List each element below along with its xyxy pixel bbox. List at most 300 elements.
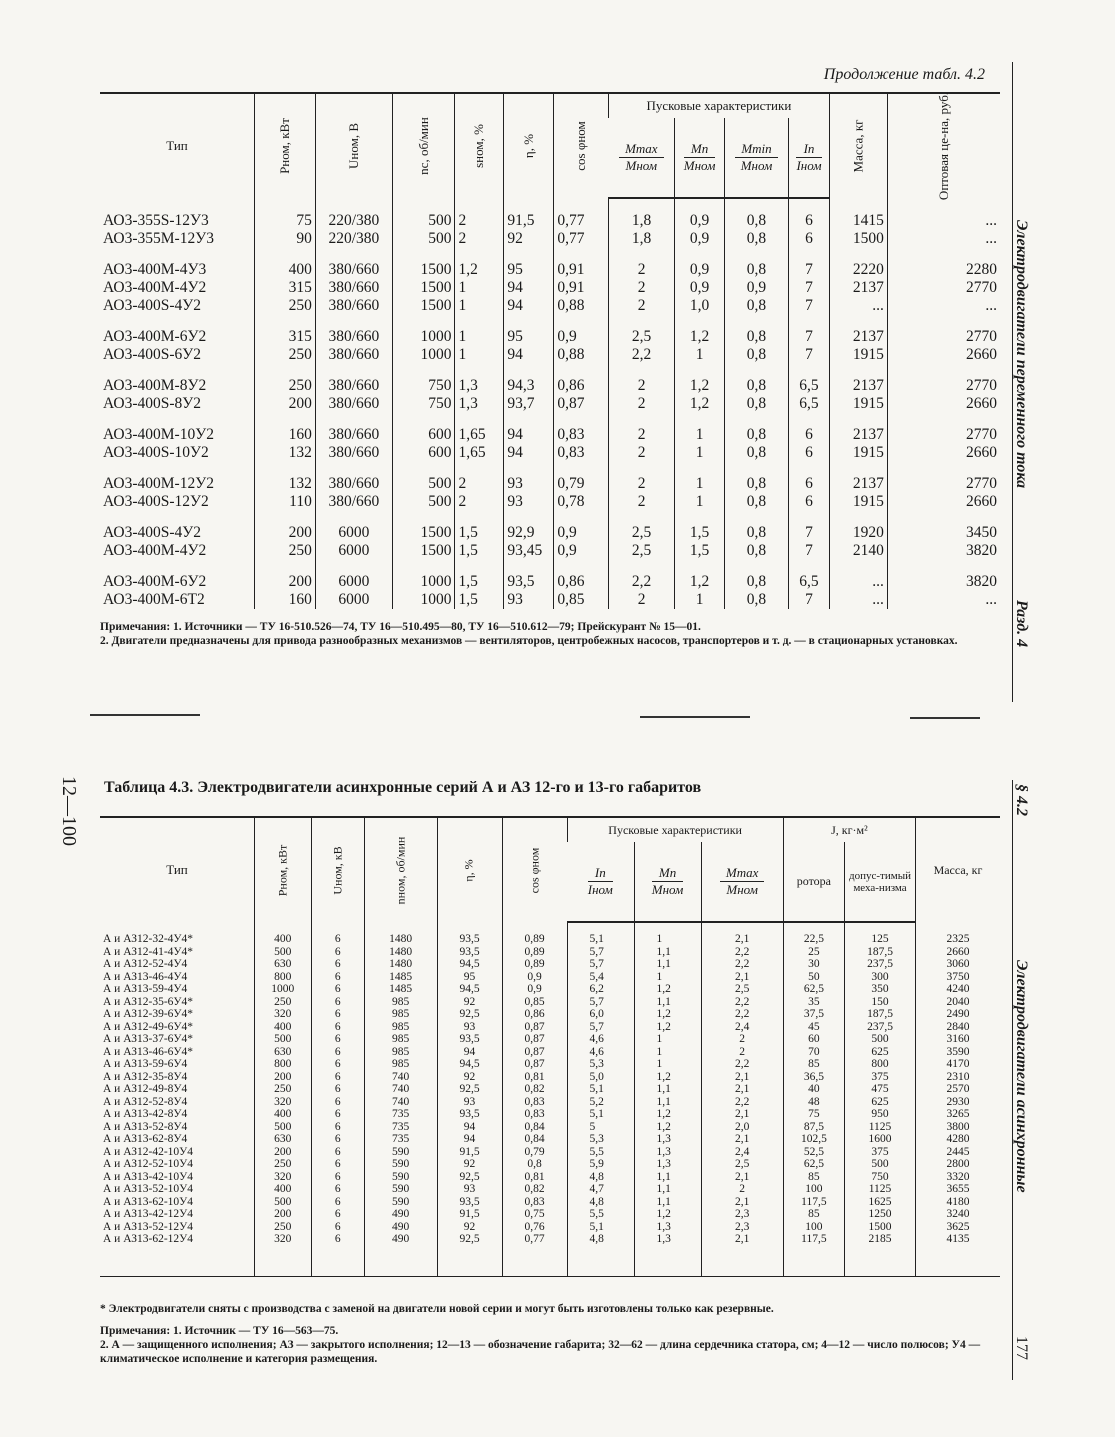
table-cell: 2660 <box>887 493 1000 511</box>
table-cell: 1915 <box>829 395 887 413</box>
spacer-cell <box>455 198 504 212</box>
table-cell: 93,5 <box>437 1033 502 1046</box>
table-cell: 400 <box>255 1183 312 1196</box>
table-cell: 2,4 <box>701 1146 783 1159</box>
spacer-cell <box>554 511 609 524</box>
spacer-cell <box>255 198 316 212</box>
table-cell: 102,5 <box>783 1133 844 1146</box>
table-cell: 4240 <box>916 983 1001 996</box>
table-cell: 7 <box>789 279 830 297</box>
table-row <box>100 1108 1000 1121</box>
table-cell: 350 <box>845 983 916 996</box>
sheet-number: 12—100 <box>58 776 80 846</box>
table-cell: 500 <box>392 475 455 493</box>
table-cell: 3265 <box>916 1108 1001 1121</box>
spacer-cell <box>437 922 502 933</box>
table-cell: 3625 <box>916 1221 1001 1234</box>
table-cell: 0,8 <box>724 297 788 315</box>
table-cell: АО3-400S-4У2 <box>103 297 202 314</box>
table-cell: 94,5 <box>437 1058 502 1071</box>
table-cell: 2 <box>455 230 504 248</box>
table-row <box>100 1083 1000 1096</box>
col-mmin: $\frac{Mmin}{\text{Mном}}$ <box>724 118 788 198</box>
spacer-cell <box>789 248 830 261</box>
table-row <box>100 346 1000 364</box>
table-cell: А и АЗ12-35-8У4 <box>103 1070 188 1083</box>
side-title-bottom: Электродвигатели асинхронные <box>1013 960 1030 1193</box>
table-4-2-body <box>100 198 1000 609</box>
table-cell: 94 <box>504 279 554 297</box>
table-cell: 985 <box>364 1033 437 1046</box>
table-cell: 5,1 <box>567 933 634 946</box>
spacer-cell <box>455 364 504 377</box>
table-cell: 475 <box>845 1083 916 1096</box>
table-cell: А и АЗ13-52-10У4 <box>103 1183 194 1195</box>
table-cell: 800 <box>255 1058 312 1071</box>
spacer-cell <box>100 413 255 426</box>
table-cell: 5,7 <box>567 1021 634 1034</box>
table-cell: А и АЗ12-52-4У4 <box>103 958 188 970</box>
table-cell: 1,8 <box>608 230 674 248</box>
spacer-cell <box>502 922 567 933</box>
table-cell: 6,5 <box>789 573 830 591</box>
table-cell: 0,9 <box>502 971 567 984</box>
table-cell: АО3-400М-6У2 <box>103 573 207 590</box>
table-cell: 1,5 <box>675 524 725 542</box>
table-cell: 0,84 <box>502 1133 567 1146</box>
table-cell: А и АЗ13-62-8У4 <box>103 1133 188 1145</box>
table-row <box>100 958 1000 971</box>
table-cell: 0,8 <box>724 346 788 364</box>
spacer-cell <box>829 315 887 328</box>
table-cell: 1500 <box>845 1221 916 1234</box>
table-row <box>100 983 1000 996</box>
table-cell: А и АЗ12-49-8У4 <box>103 1083 188 1095</box>
table-cell: 1915 <box>829 493 887 511</box>
table-cell: 94,3 <box>504 377 554 395</box>
spacer-cell <box>608 462 674 475</box>
table-cell: 250 <box>255 1158 312 1171</box>
table-cell: 2570 <box>916 1083 1001 1096</box>
table-cell: АО3-400М-6У2 <box>103 328 207 345</box>
table-cell: 1 <box>675 346 725 364</box>
col-group-j: J, кг·м² <box>783 817 915 842</box>
spacer-cell <box>554 413 609 426</box>
table-cell: 3450 <box>887 524 1000 542</box>
table-cell: 5,7 <box>567 958 634 971</box>
spacer-cell <box>311 922 364 933</box>
table-cell: 3820 <box>887 573 1000 591</box>
table-cell: А и АЗ13-59-6У4 <box>103 1058 188 1070</box>
table-cell: 490 <box>364 1208 437 1221</box>
table-row <box>100 933 1000 946</box>
spacer-cell <box>504 413 554 426</box>
spacer-cell <box>315 315 392 328</box>
spacer-cell <box>100 364 255 377</box>
table-cell: 1,3 <box>634 1146 701 1159</box>
table-cell: 94,5 <box>437 983 502 996</box>
table-cell: 0,77 <box>554 212 609 230</box>
table-cell: 93 <box>504 493 554 511</box>
table-cell: 0,83 <box>554 426 609 444</box>
col-mmax: $\frac{Mmax}{\text{Mном}}$ <box>701 842 783 922</box>
spacer-cell <box>392 462 455 475</box>
table-cell: 5,5 <box>567 1146 634 1159</box>
table-cell: А и АЗ12-32-4У4* <box>103 933 194 945</box>
table-cell: 36,5 <box>783 1071 844 1084</box>
table-cell: 4,6 <box>567 1033 634 1046</box>
table-row <box>100 1158 1000 1171</box>
table-cell: 2,1 <box>701 1233 783 1276</box>
table-cell: 6 <box>311 1183 364 1196</box>
spacer-cell <box>315 560 392 573</box>
table-cell: 380/660 <box>315 297 392 315</box>
col-efficiency: η, % <box>504 93 554 198</box>
table-cell: 6 <box>311 1083 364 1096</box>
table-row <box>100 996 1000 1009</box>
table-cell: 750 <box>392 377 455 395</box>
table-cell: 2,5 <box>608 542 674 560</box>
table-cell: 6 <box>311 1171 364 1184</box>
table-cell: 0,75 <box>502 1208 567 1221</box>
table-cell: 0,77 <box>502 1233 567 1276</box>
table-cell: 0,81 <box>502 1171 567 1184</box>
table-cell: 0,88 <box>554 297 609 315</box>
table-cell: 380/660 <box>315 279 392 297</box>
table-cell: 250 <box>255 377 316 395</box>
group-spacer <box>100 248 1000 261</box>
table-cell: 3160 <box>916 1033 1001 1046</box>
table-cell: 315 <box>255 279 316 297</box>
table-cell: 2770 <box>887 328 1000 346</box>
table-cell: 1 <box>675 475 725 493</box>
table-cell: 160 <box>255 426 316 444</box>
table-cell: 1,3 <box>634 1133 701 1146</box>
col-j-allowed: допус-тимый меха-низма <box>845 842 916 922</box>
table-cell: 6,5 <box>789 377 830 395</box>
spacer-cell <box>100 511 255 524</box>
table-cell: 2280 <box>887 261 1000 279</box>
continuation-label: Продолжение табл. 4.2 <box>823 66 985 83</box>
table-cell: 94 <box>437 1133 502 1146</box>
table-cell: 750 <box>392 395 455 413</box>
table-cell: 1415 <box>829 212 887 230</box>
table-cell: 0,87 <box>502 1033 567 1046</box>
spacer-cell <box>829 462 887 475</box>
table-cell: 1000 <box>392 591 455 609</box>
table-cell: 1,2 <box>634 1208 701 1221</box>
table-cell: 600 <box>392 444 455 462</box>
table-cell: 35 <box>783 996 844 1009</box>
table-cell: 70 <box>783 1046 844 1059</box>
table-cell: 200 <box>255 1071 312 1084</box>
table-cell: 1600 <box>845 1133 916 1146</box>
table-cell: 95 <box>504 261 554 279</box>
spacer-cell <box>255 462 316 475</box>
table-cell: 6 <box>311 933 364 946</box>
spacer-cell <box>608 198 674 212</box>
table-row <box>100 1171 1000 1184</box>
table-cell: 0,8 <box>724 542 788 560</box>
table-cell: 7 <box>789 297 830 315</box>
spacer-cell <box>364 922 437 933</box>
table-cell: 590 <box>364 1196 437 1209</box>
table-cell: 6000 <box>315 591 392 609</box>
table-cell: 2,1 <box>701 933 783 946</box>
spacer-cell <box>829 248 887 261</box>
spacer-cell <box>608 511 674 524</box>
table-cell: 0,9 <box>675 230 725 248</box>
table-cell: 0,8 <box>724 524 788 542</box>
table-cell: 0,9 <box>554 542 609 560</box>
col-ip: $\frac{Iп}{\text{Iном}}$ <box>567 842 634 922</box>
table-cell: 1,65 <box>455 444 504 462</box>
table-cell: 4170 <box>916 1058 1001 1071</box>
table-cell: 92 <box>437 1221 502 1234</box>
table-cell: 0,88 <box>554 346 609 364</box>
table-row <box>100 426 1000 444</box>
group-spacer <box>100 315 1000 328</box>
table-cell: 6 <box>311 1033 364 1046</box>
table-cell: 40 <box>783 1083 844 1096</box>
table-cell: 2660 <box>887 444 1000 462</box>
table-cell: 500 <box>255 1121 312 1134</box>
table-cell: 2,1 <box>701 971 783 984</box>
table-cell: 93,5 <box>437 1108 502 1121</box>
table-cell: 7 <box>789 328 830 346</box>
table-cell: 2,2 <box>701 1008 783 1021</box>
group-spacer <box>100 413 1000 426</box>
spacer-cell <box>315 511 392 524</box>
table-cell: 6 <box>311 1096 364 1109</box>
table-cell: 2,5 <box>608 328 674 346</box>
col-efficiency: η, % <box>437 817 502 922</box>
table-cell: 250 <box>255 996 312 1009</box>
table-cell: 2 <box>608 261 674 279</box>
table-cell: 2,3 <box>701 1221 783 1234</box>
table-cell: 2137 <box>829 328 887 346</box>
table-cell: 6000 <box>315 542 392 560</box>
spacer-cell <box>504 560 554 573</box>
table-cell: АО3-400S-10У2 <box>103 444 209 461</box>
table-cell: 7 <box>789 346 830 364</box>
spacer-cell <box>455 248 504 261</box>
col-type: Тип <box>100 817 255 922</box>
table-cell: 1500 <box>392 542 455 560</box>
spacer-cell <box>789 462 830 475</box>
table-cell: АО3-400S-6У2 <box>103 346 202 363</box>
table-cell: 735 <box>364 1121 437 1134</box>
table-row <box>100 377 1000 395</box>
table-cell: 6 <box>311 1058 364 1071</box>
table-cell: 0,9 <box>675 261 725 279</box>
table-cell: 0,84 <box>502 1121 567 1134</box>
table-row <box>100 279 1000 297</box>
table-cell: 3590 <box>916 1046 1001 1059</box>
table-cell: 590 <box>364 1183 437 1196</box>
table-cell: 94 <box>504 346 554 364</box>
table-cell: 91,5 <box>437 1146 502 1159</box>
table-cell: 2,1 <box>701 1083 783 1096</box>
table-cell: 237,5 <box>845 958 916 971</box>
table-cell: 590 <box>364 1158 437 1171</box>
table-cell: 2,2 <box>701 1096 783 1109</box>
table-row <box>100 1221 1000 1234</box>
table-cell: 590 <box>364 1146 437 1159</box>
table-cell: 0,79 <box>554 475 609 493</box>
table-cell: 6 <box>311 1208 364 1221</box>
table-cell: 6 <box>311 946 364 959</box>
table-cell: 1 <box>455 279 504 297</box>
spacer-cell <box>100 198 255 212</box>
table-cell: ... <box>829 573 887 591</box>
table-cell: 160 <box>255 591 316 609</box>
table-cell: 1,1 <box>634 1196 701 1209</box>
table-cell: 94 <box>437 1121 502 1134</box>
spacer-cell <box>789 511 830 524</box>
table-4-3-notes <box>100 1302 1000 1366</box>
table-cell: АО3-400М-4У2 <box>103 279 207 296</box>
table-cell: 2,5 <box>701 983 783 996</box>
table-cell: 0,9 <box>675 212 725 230</box>
table-cell: 7 <box>789 542 830 560</box>
spacer-cell <box>829 560 887 573</box>
table-cell: 95 <box>437 971 502 984</box>
table-cell: 1,2 <box>634 1071 701 1084</box>
table-cell: 5,3 <box>567 1133 634 1146</box>
table-cell: 6,0 <box>567 1008 634 1021</box>
table-cell: 985 <box>364 1008 437 1021</box>
table-cell: 93,5 <box>437 1196 502 1209</box>
table-cell: 3750 <box>916 971 1001 984</box>
table-cell: 2,2 <box>701 946 783 959</box>
spacer-cell <box>724 511 788 524</box>
spacer-cell <box>783 922 844 933</box>
table-cell: 750 <box>845 1171 916 1184</box>
table-cell: 6 <box>789 212 830 230</box>
table-cell: 2185 <box>845 1233 916 1276</box>
spacer-cell <box>255 511 316 524</box>
spacer-cell <box>567 922 634 933</box>
table-cell: 500 <box>255 946 312 959</box>
table-row <box>100 1196 1000 1209</box>
table-cell: 0,8 <box>724 377 788 395</box>
table-cell: 1 <box>455 328 504 346</box>
table-cell: 2,1 <box>701 1196 783 1209</box>
table-row <box>100 328 1000 346</box>
table-cell: 92 <box>437 996 502 1009</box>
table-cell: 1,3 <box>634 1221 701 1234</box>
table-cell: 0,83 <box>502 1108 567 1121</box>
table-cell: 92,9 <box>504 524 554 542</box>
table-cell: 1500 <box>392 524 455 542</box>
col-mp: $\frac{Mп}{\text{Mном}}$ <box>634 842 701 922</box>
col-cos: cos φном <box>554 93 609 198</box>
spacer-cell <box>255 248 316 261</box>
table-row <box>100 493 1000 511</box>
group-spacer <box>100 364 1000 377</box>
table-cell: 0,76 <box>502 1221 567 1234</box>
table-row <box>100 1146 1000 1159</box>
table-cell: 0,89 <box>502 958 567 971</box>
table-cell: 91,5 <box>437 1208 502 1221</box>
table-cell: 62,5 <box>783 983 844 996</box>
table-cell: 2770 <box>887 426 1000 444</box>
table-cell: 600 <box>392 426 455 444</box>
table-cell: 75 <box>255 212 316 230</box>
table-cell: 1000 <box>392 346 455 364</box>
table-row <box>100 1183 1000 1196</box>
spacer-cell <box>392 198 455 212</box>
table-cell: 7 <box>789 261 830 279</box>
table-cell: 380/660 <box>315 426 392 444</box>
table-cell: 1,2 <box>455 261 504 279</box>
table-cell: 2930 <box>916 1096 1001 1109</box>
col-type: Тип <box>100 93 255 198</box>
table-row <box>100 1133 1000 1146</box>
table-cell: 7 <box>789 591 830 609</box>
table-cell: 0,87 <box>502 1046 567 1059</box>
table-cell: 1,3 <box>634 1158 701 1171</box>
table-cell: 6000 <box>315 524 392 542</box>
table-row <box>100 1121 1000 1134</box>
spacer-cell <box>315 198 392 212</box>
table-cell: 4180 <box>916 1196 1001 1209</box>
table-cell: 0,91 <box>554 261 609 279</box>
spacer-cell <box>608 248 674 261</box>
table-cell: 0,8 <box>502 1158 567 1171</box>
table-cell: 0,9 <box>724 279 788 297</box>
table-cell: 0,85 <box>502 996 567 1009</box>
table-cell: 735 <box>364 1133 437 1146</box>
table-cell: 380/660 <box>315 377 392 395</box>
table-cell: 1,65 <box>455 426 504 444</box>
table-cell: 0,9 <box>675 279 725 297</box>
table-cell: А и АЗ13-62-10У4 <box>103 1195 194 1208</box>
table-cell: 500 <box>255 1033 312 1046</box>
spacer-cell <box>392 248 455 261</box>
table-cell: 1500 <box>829 230 887 248</box>
table-cell: 1,3 <box>455 395 504 413</box>
table-cell: 200 <box>255 524 316 542</box>
table-row <box>100 1058 1000 1071</box>
table-cell: А и АЗ13-42-8У4 <box>103 1108 188 1120</box>
table-cell: 2137 <box>829 475 887 493</box>
table-cell: АО3-400S-12У2 <box>103 493 209 510</box>
table-cell: 22,5 <box>783 933 844 946</box>
table-cell: 0,8 <box>724 493 788 511</box>
table-cell: 1000 <box>392 573 455 591</box>
spacer-cell <box>392 413 455 426</box>
spacer-cell <box>392 560 455 573</box>
page-number-right: 177 <box>1013 1336 1030 1360</box>
table-cell: 1,5 <box>455 591 504 609</box>
table-cell: 1915 <box>829 346 887 364</box>
table-cell: 5,0 <box>567 1071 634 1084</box>
table-cell: 93 <box>437 1183 502 1196</box>
table-cell: 2,3 <box>701 1208 783 1221</box>
table-cell: 92,5 <box>437 1233 502 1276</box>
table-cell: 187,5 <box>845 1008 916 1021</box>
table-row <box>100 1208 1000 1221</box>
table-cell: А и АЗ13-52-12У4 <box>103 1220 194 1233</box>
table-row <box>100 297 1000 315</box>
table-cell: 93 <box>504 475 554 493</box>
table-cell: 2,2 <box>701 1058 783 1071</box>
table-cell: 6,5 <box>789 395 830 413</box>
table-cell: 1,1 <box>634 1083 701 1096</box>
table-cell: А и АЗ12-42-10У4 <box>103 1145 194 1158</box>
